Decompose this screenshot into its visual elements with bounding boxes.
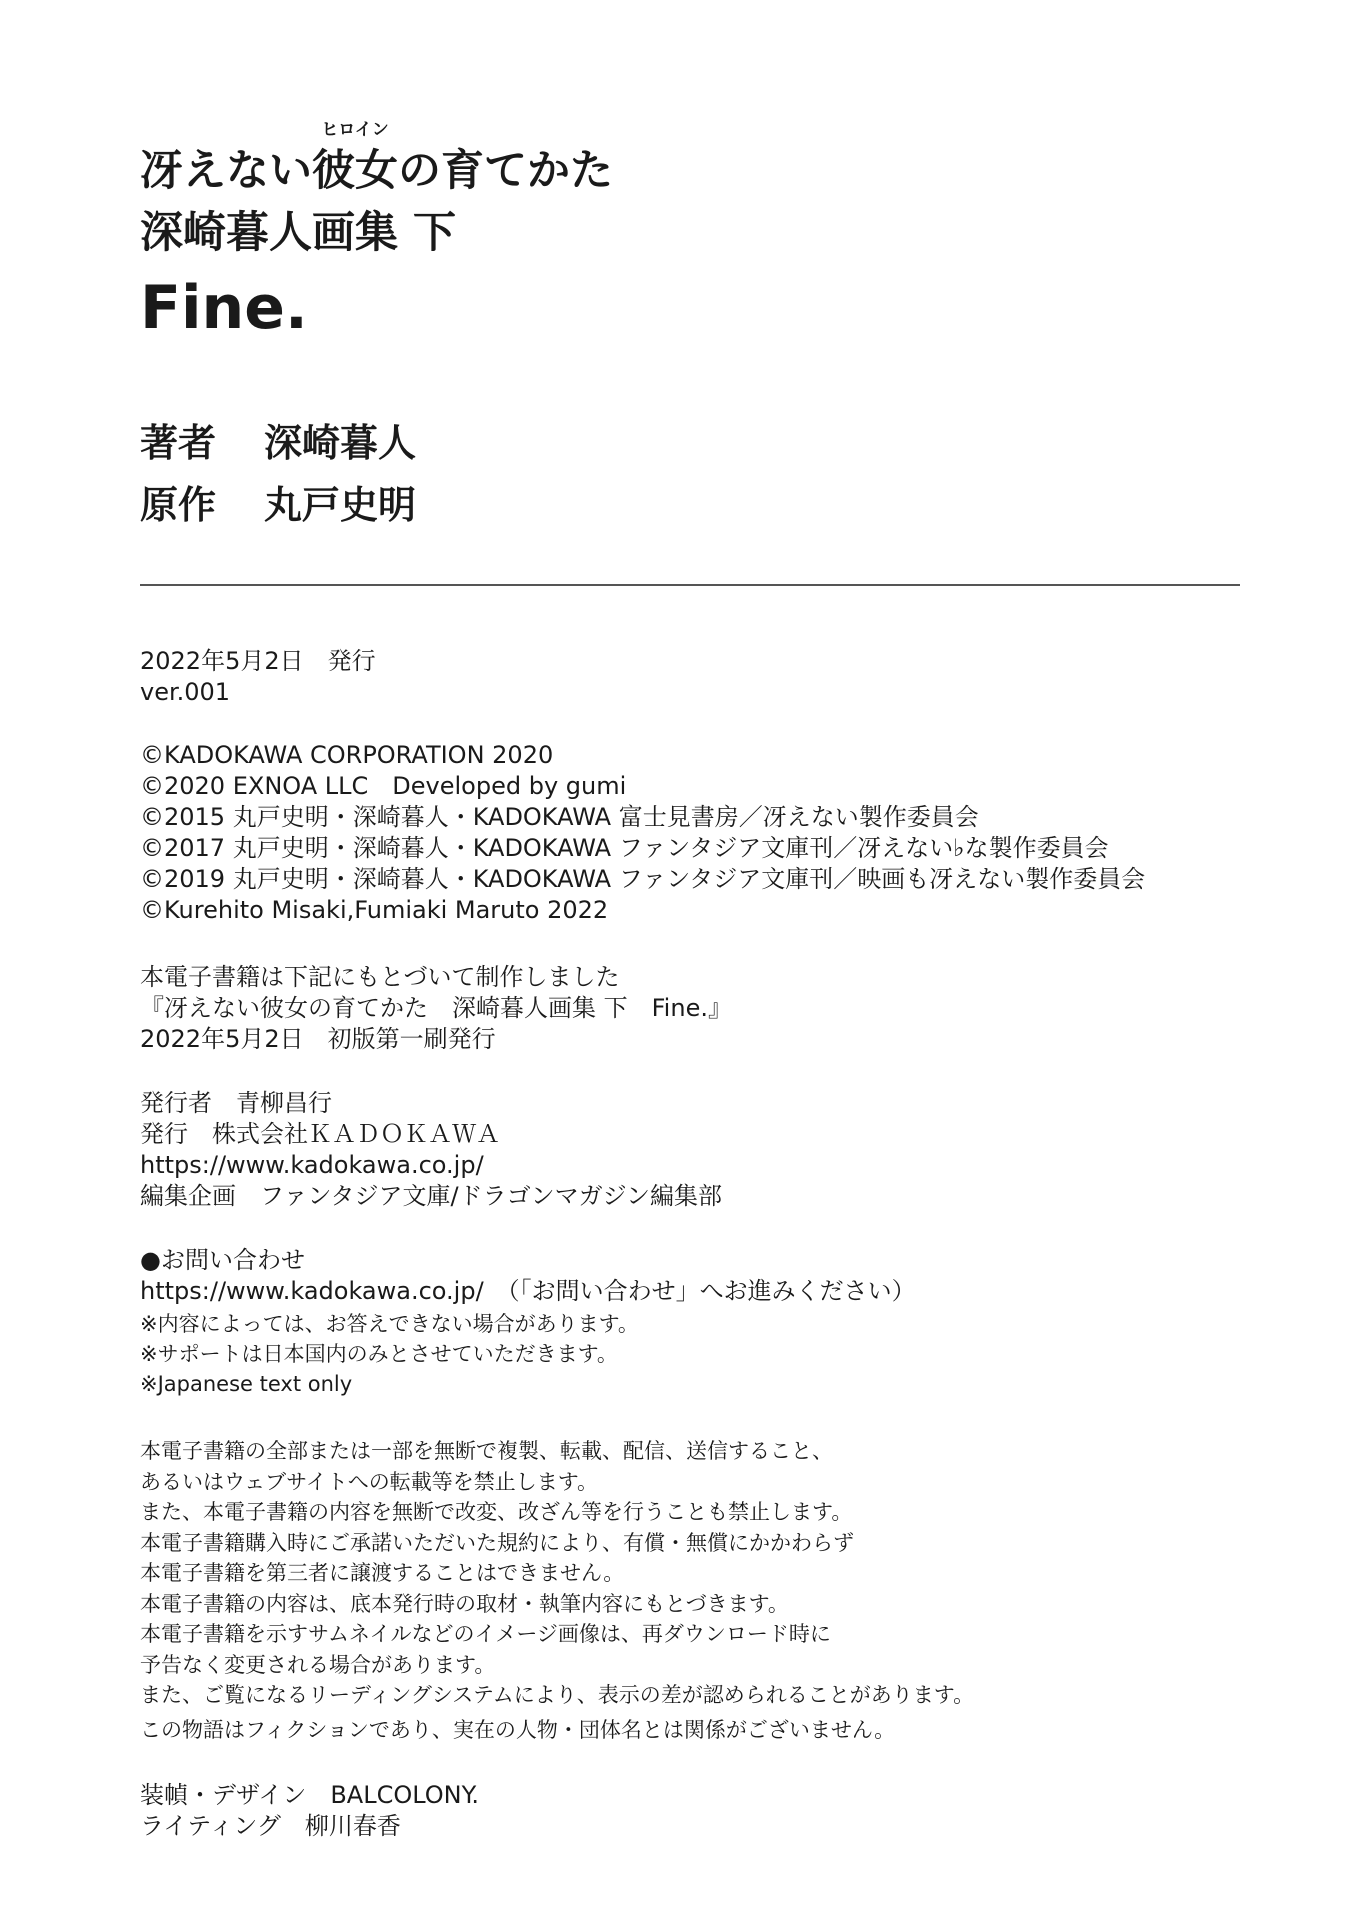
source-line: 『冴えない彼女の育てかた 深崎暮人画集 下 Fine.』 — [140, 994, 732, 1022]
fiction-notice-text: この物語はフィクションであり、実在の人物・団体名とは関係がございません。 — [140, 1718, 896, 1742]
credit-role: 原作 — [140, 483, 217, 527]
copyright-line: ©2019 丸戸史明・深崎暮人・KADOKAWA ファンタジア文庫刊／映画も冴えない製作委員会 — [140, 865, 1146, 893]
legal-line: 本電子書籍の内容は、底本発行時の取材・執筆内容にもとづきます。 — [140, 1591, 789, 1616]
title-line-1 — [140, 120, 613, 196]
copyright-line: ©2015 丸戸史明・深崎暮人・KADOKAWA 富士見書房／冴えない製作委員会 — [140, 803, 979, 831]
source-edition-info — [140, 962, 732, 1055]
legal-line: 本電子書籍購入時にご承諾いただいた規約により、有償・無償にかかわらず — [140, 1530, 854, 1555]
staff-credits — [140, 1780, 479, 1842]
copyright-line: ©2020 EXNOA LLC Developed by gumi — [140, 772, 627, 800]
title-part-before: 冴えない — [140, 146, 312, 196]
divider — [140, 584, 1240, 586]
title-ruby-group — [312, 120, 398, 196]
credit-author — [140, 421, 417, 465]
inquiry-note: ※内容によっては、お答えできない場合があります。 — [140, 1312, 639, 1336]
publication-date: 2022年5月2日 発行 — [140, 647, 376, 675]
title-part-after: の育てかた — [398, 146, 613, 196]
title-ruby-base: 彼女 — [312, 146, 398, 196]
staff-line: ライティング 柳川春香 — [140, 1812, 401, 1840]
version: ver.001 — [140, 678, 231, 706]
fiction-notice — [140, 1715, 895, 1746]
title-line-3: Fine. — [140, 273, 308, 343]
publisher-url: https://www.kadokawa.co.jp/ — [140, 1151, 484, 1179]
copyright-line: ©KADOKAWA CORPORATION 2020 — [140, 741, 554, 769]
legal-line: 本電子書籍を示すサムネイルなどのイメージ画像は、再ダウンロード時に — [140, 1622, 831, 1646]
title-ruby: ヒロイン — [321, 120, 389, 140]
credit-name: 丸戸史明 — [264, 483, 417, 527]
legal-line: また、ご覧になるリーディングシステムにより、表示の差が認められることがあります。 — [140, 1683, 975, 1707]
inquiry-url: https://www.kadokawa.co.jp/ （「お問い合わせ」へお進みください） — [140, 1277, 916, 1305]
title-line-2: 深崎暮人画集 下 — [140, 208, 456, 258]
inquiry-heading: ●お問い合わせ — [140, 1246, 305, 1274]
source-line: 2022年5月2日 初版第一刷発行 — [140, 1025, 496, 1053]
credit-name: 深崎暮人 — [264, 421, 417, 465]
copyright-list — [140, 740, 1145, 926]
source-line: 本電子書籍は下記にもとづいて制作しました — [140, 963, 620, 991]
legal-notice — [140, 1436, 974, 1711]
legal-line: 本電子書籍の全部または一部を無断で複製、転載、配信、送信すること、 — [140, 1439, 833, 1463]
credit-role: 著者 — [140, 421, 217, 465]
staff-line: 装幀・デザイン BALCOLONY. — [140, 1781, 480, 1809]
legal-line: あるいはウェブサイトへの転載等を禁止します。 — [140, 1469, 599, 1494]
publisher-line: 編集企画 ファンタジア文庫/ドラゴンマガジン編集部 — [140, 1182, 723, 1210]
inquiry-note: ※サポートは日本国内のみとさせていただきます。 — [140, 1342, 618, 1366]
inquiry-note: ※Japanese text only — [140, 1372, 353, 1396]
legal-line: また、本電子書籍の内容を無断で改変、改ざん等を行うことも禁止します。 — [140, 1500, 853, 1524]
legal-line: 本電子書籍を第三者に譲渡することはできません。 — [140, 1561, 625, 1585]
publisher-line: 発行 株式会社ＫＡＤＯＫＡＷＡ — [140, 1120, 500, 1148]
credit-original-work — [140, 483, 417, 527]
publication-info — [140, 646, 376, 708]
copyright-line: ©Kurehito Misaki,Fumiaki Maruto 2022 — [140, 896, 609, 924]
publisher-line: 発行者 青柳昌行 — [140, 1089, 332, 1117]
copyright-line: ©2017 丸戸史明・深崎暮人・KADOKAWA ファンタジア文庫刊／冴えない♭な製作委員会 — [140, 834, 1109, 862]
legal-line: 予告なく変更される場合があります。 — [140, 1652, 496, 1677]
publisher-info — [140, 1088, 722, 1212]
inquiry-section — [140, 1245, 916, 1307]
inquiry-notes — [140, 1309, 639, 1399]
